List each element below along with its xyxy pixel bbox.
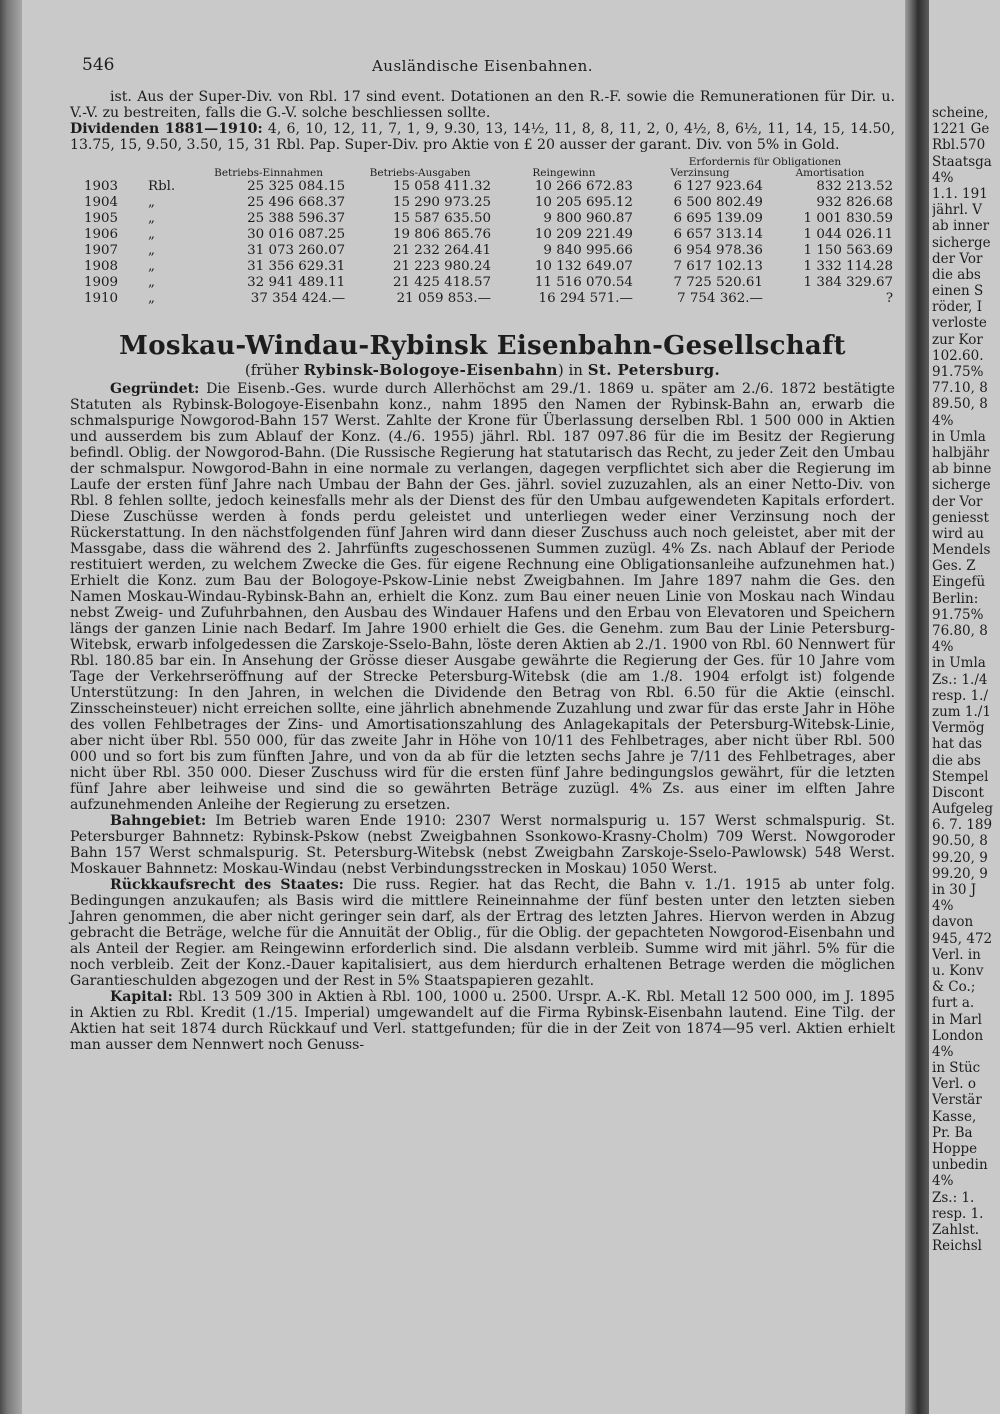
amortisation-cell: 1 332 114.28 [803,259,893,274]
kapital-label: Kapital: [110,989,173,1005]
verzinsung-cell: 7 617 102.13 [673,259,763,274]
facing-page-line: resp. 1./ [932,687,989,704]
facing-page-line: 99.20, 9 [932,865,988,882]
subtitle-middle: ) in [557,361,588,379]
kapital-paragraph [70,989,895,1053]
currency-cell: „ [148,211,155,226]
amortisation-cell: 1 044 026.11 [803,227,893,242]
reingewinn-cell: 10 209 221.49 [534,227,633,242]
facing-page-line: Aufgeleg [932,801,994,818]
facing-page-column [932,105,1000,1254]
facing-page-line: in 30 J [932,882,977,898]
facing-page-line: Verstär [932,1092,982,1109]
ausgaben-cell: 21 223 980.24 [393,259,491,274]
facing-page-line: 99.20, 9 [932,849,988,866]
einnahmen-cell: 25 388 596.37 [247,211,346,226]
ausgaben-cell: 15 058 411.32 [393,179,491,194]
verzinsung-cell: 6 657 313.14 [673,227,763,242]
table-row [70,227,895,243]
facing-page-line: Discont [932,784,984,801]
facing-page-line: sicherge [932,234,991,251]
einnahmen-cell: 30 016 087.25 [247,227,346,242]
currency-cell: „ [148,291,155,306]
facing-page-line: Rbl.570 [932,137,986,154]
year-cell: 1905 [84,211,119,226]
bahngebiet-paragraph [70,813,895,877]
verzinsung-header: Verzinsung [670,167,730,179]
running-title: Ausländische Eisenbahnen. [371,57,594,75]
facing-page-line: 4% [932,169,954,186]
facing-page-line: die abs [932,266,981,283]
facing-page-line: in Umla [932,428,986,445]
facing-page-line: Verl. o [932,1076,976,1093]
ausgaben-cell: 15 290 973.25 [393,195,491,210]
facing-page-line: 77.10, 8 [932,380,988,397]
facing-page-line: Staatsga [932,153,992,170]
amortisation-cell: 832 213.52 [816,179,893,194]
facing-page-line: hat das [932,736,983,753]
ausgaben-cell: 15 587 635.50 [393,211,491,226]
facing-page-line: geniesst [932,509,989,526]
facing-page-line: 1221 Ge [932,121,990,138]
facing-page-line: Vermög [932,720,985,737]
table-row [70,179,895,195]
amortisation-cell: 1 150 563.69 [803,243,893,258]
rueckkauf-paragraph [70,877,895,989]
facing-page-line: in Marl [932,1011,982,1028]
verzinsung-cell: 7 725 520.61 [673,275,763,290]
year-cell: 1908 [84,259,119,274]
facing-page-line: Zahlst. [932,1221,980,1238]
facing-page-line: furt a. [932,995,975,1012]
facing-page-line: jährl. V [932,202,983,219]
gegruendet-paragraph [70,381,895,813]
erfordernis-header: Erfordernis für Obligationen [688,156,842,168]
facing-page-line: ab inner [932,218,990,235]
einnahmen-cell: 25 496 668.37 [247,195,346,210]
facing-page-line: 102.60. [932,347,984,364]
ausgaben-cell: 19 806 865.76 [393,227,491,242]
bahngebiet-label: Bahngebiet: [110,813,207,829]
year-cell: 1904 [84,195,119,210]
verzinsung-cell: 7 754 362.— [677,291,763,306]
facing-page-line: 4% [932,898,954,915]
facing-page-line: & Co.; [932,979,976,996]
facing-page-line: resp. 1. [932,1205,984,1222]
facing-page-line: Zs.: 1./4 [932,671,988,688]
reingewinn-cell: 10 266 672.83 [534,179,633,194]
einnahmen-cell: 31 356 629.31 [247,259,346,274]
facing-page-line: u. Konv [932,962,984,979]
year-cell: 1909 [84,275,119,290]
facing-page-line: 4% [932,639,954,656]
year-cell: 1903 [84,179,119,194]
running-header [70,55,895,89]
facing-page-line: London [932,1027,984,1044]
ausgaben-cell: 21 059 853.— [396,291,491,306]
table-row [70,291,895,307]
einnahmen-header: Betriebs-Einnahmen [214,167,324,179]
previous-entry-text [70,89,895,121]
gegruendet-text: Die Eisenb.-Ges. wurde durch Allerhöchst am 29./1. 1869 u. später am 2./6. 1872 bestätigte Statuten als Rybinsk-Bologoye-Eisenbahn konz., nahm 1895 den Namen der Rybinsk-Bahn an, erwarb die schmalspurige Nowgorod-Bahn 157 Werst. Zahlte der Krone für Überlassung derselben Rbl. 1 500 000 in Aktien und ausserdem bis zum Ablauf der Konz. (4./6. 1955) jährl. Rbl. 187 097.86 für die im Besitz der Regierung befindl. Oblig. der Nowgorod-Bahn. (Die Russische Regierung hat statutarisch das Recht, zu jeder Zeit den Umbau der schmalspur. Nowgorod-Bahn in eine normale zu verlangen, dagegen verpflichtet sich aber die Regierung im Laufe der ersten fünf Jahre nach Umbau der Bahn der Ges. jährl. soviel zuzuzahlen, als an einer Netto-Div. von Rbl. 8 fehlen sollte, jedoch keinesfalls mehr als der Dienst des für den Umbau aufgewendeten Kapitals erfordert. Diese Zuschüsse werden à fonds perdu geleistet und unterliegen weder einer Verzinsung noch der Rückerstattung. In den nächstfolgenden fünf Jahren wird dann dieser Zuschuss auch noch geleistet, aber mit der Massgabe, dass die während des 2. Jahrfünfts zugeschossenen Summen zuzügl. 4% Zs. nach Ablauf der Periode restituiert werden, zu welchem Zwecke die Ges. für eigene Rechnung eine Obligationsanleihe aufzunehmen hat.) Erhielt die Konz. zum Bau der Bologoye-Pskow-Linie nebst Zweigbahnen. Im Jahre 1897 nahm die Ges. den Namen Moskau-Windau-Rybinsk-Bahn an, erhielt die Konz. zum Bau einer neuen Linie von Moskau nach Windau nebst Zweig- und Zufuhrbahnen, den Ausbau des Windauer Hafens und den Erbau von Elevatoren und Speichern längs der ganzen Linie nach Bedarf. Im Jahre 1900 erhielt die Ges. die Genehm. zum Bau der Linie Petersburg-Witebsk, erwarb infolgedessen die Zarskoje-Sselo-Bahn, löste deren Aktien ab 2./1. 1900 von Rbl. 60 Nennwert für Rbl. 180.85 bar ein. In Ansehung der Grösse dieser Ausgabe gewährte die Regierung der Ges. für 10 Jahre vom Tage der Verkehrseröffnung auf der Strecke Petersburg-Witebsk (die am 1./8. 1904 erfolgt ist) folgende Unterstützung: In den Jahren, in welchen die Dividende den Betrag von Rbl. 6.50 für die Aktie (einschl. Zinsscheinsteuer) nicht erreichen sollte, eine jährlich abnehmende Zuzahlung und zwar für das erste Jahr in Höhe des vollen Fehlbetrages der Zins- und Amortisationszahlung des Anlagekapitals der Petersburg-Witebsk-Linie, aber nicht über Rbl. 550 000, für das zweite Jahr in Höhe von 10/11 des Fehlbetrages, aber nicht über Rbl. 500 000 und so fort bis zum fünften Jahre, und von da ab für die letzten sechs Jahre je 7/11 des Fehlbetrages, aber nicht über Rbl. 350 000. Dieser Zuschuss wird für die ersten fünf Jahre bedingungslos gewährt, für die letzten fünf Jahre aber leihweise und sind die so gewährten Beträge zuzügl. 4% Zs. aus einer im elften Jahre aufzunehmenden Anleihe der Regierung zu ersetzen. [70,381,895,813]
facing-page-line: davon [932,914,974,931]
dividends-text: 4, 6, 10, 12, 11, 7, 1, 9, 9.30, 13, 14½, 11, 8, 8, 11, 2, 0, 4½, 8, 6½, 11, 14, 15, 14.50, 13.75, 15, 9.50, 3.50, 15, 31 Rbl. Pap. Super-Div. pro Aktie von £ 20 ausser der garant. Div. von 5% in Gold. [70,121,895,153]
facing-page-line: Mendels [932,542,991,559]
reingewinn-cell: 11 516 070.54 [534,275,633,290]
book-spine-edge [0,0,22,1414]
facing-page-line: zur Kor [932,331,983,348]
facing-page-line: Ges. Z [932,558,976,575]
einnahmen-cell: 37 354 424.— [250,291,346,306]
article-subtitle [70,361,895,379]
facing-page-line: einen S [932,283,984,300]
facing-page-line: Eingefü [932,574,986,591]
reingewinn-cell: 9 840 995.66 [543,243,633,258]
kapital-text: Rbl. 13 509 300 in Aktien à Rbl. 100, 1000 u. 2500. Urspr. A.-K. Rbl. Metall 12 500 000, im J. 1895 in Aktien zu Rbl. Kredit (1./15. Imperial) umgewandelt auf die Firma Rybinsk-Eisenbahn lautend. Eine Tilg. der Aktien hat seit 1874 durch Rückkauf und Verl. stattgefunden; für die in der Zeit von 1874—95 verl. Aktien erhielt man ausser dem Nennwert noch Genuss- [70,989,895,1053]
main-column [70,55,895,1053]
facing-page-line: Kasse, [932,1108,977,1125]
facing-page-line: 6. 7. 189 [932,817,993,834]
currency-header [146,157,190,179]
facing-page-line: zum 1./1 [932,703,991,720]
currency-cell: Rbl. [148,179,176,194]
einnahmen-cell: 25 325 084.15 [247,179,346,194]
rueckkauf-label: Rückkaufsrecht des Staates: [110,877,344,893]
facing-page-line: ab binne [932,461,992,478]
verzinsung-cell: 6 127 923.64 [673,179,763,194]
facing-page-line: 1.1. 191 [932,185,988,202]
facing-page-line: verloste [932,315,987,332]
currency-cell: „ [148,195,155,210]
facing-page-line: 91.75% [932,364,984,380]
facing-page-line: Reichsl [932,1238,982,1255]
former-name: Rybinsk-Bologoye-Eisenbahn [303,361,558,379]
facing-page-line: wird au [932,525,985,542]
facing-page-line: unbedin [932,1157,988,1174]
gegruendet-label: Gegründet: [110,381,200,397]
facing-page-line: 89.50, 8 [932,396,988,413]
dividends-label: Dividenden 1881—1910: [70,121,263,137]
facing-page-line: halbjähr [932,444,990,461]
facing-page-line: röder, I [932,299,983,316]
facing-page-line: scheine, [932,105,989,121]
city-name: St. Petersburg. [587,361,721,379]
page-gutter-shadow [905,0,929,1414]
amortisation-cell: 1 001 830.59 [803,211,893,226]
table-row [70,275,895,291]
finance-table [70,157,895,307]
einnahmen-cell: 32 941 489.11 [247,275,346,290]
facing-page-line: in Umla [932,655,986,672]
year-cell: 1910 [84,291,119,306]
reingewinn-cell: 16 294 571.— [538,291,633,306]
facing-page-line: der Vor [932,250,983,267]
year-header [70,157,146,179]
currency-cell: „ [148,243,155,258]
year-cell: 1907 [84,243,119,258]
reingewinn-cell: 10 205 695.12 [534,195,633,210]
amortisation-header: Amortisation [795,167,865,179]
year-cell: 1906 [84,227,119,242]
ausgaben-header: Betriebs-Ausgaben [369,167,471,179]
table-row [70,259,895,275]
facing-page-line: in Stüc [932,1060,981,1077]
bahngebiet-text: Im Betrieb waren Ende 1910: 2307 Werst normalspurig u. 157 Werst schmalspurig. St. Petersburger Bahnnetz: Rybinsk-Pskow (nebst Zweigbahnen Ssonkowo-Krasny-Cholm) 709 Werst. Nowgoroder Bahn 157 Werst schmalspurig. St. Petersburg-Witebsk (nebst Zweigbahn Zarskoje-Sselo-Pawlowsk) 548 Werst. Moskauer Bahnnetz: Moskau-Windau (nebst Verbindungsstrecken in Moskau) 1050 Werst. [70,813,895,877]
facing-page-line: die abs [932,752,981,769]
table-row [70,195,895,211]
currency-cell: „ [148,227,155,242]
page-number: 546 [82,55,115,75]
reingewinn-header: Reingewinn [532,167,596,179]
table-row [70,243,895,259]
facing-page-line: 90.50, 8 [932,833,988,850]
amortisation-cell: 1 384 329.67 [803,275,893,290]
amortisation-cell: 932 826.68 [816,195,893,210]
facing-page-line: Verl. in [932,946,981,963]
reingewinn-cell: 10 132 649.07 [534,259,633,274]
currency-cell: „ [148,259,155,274]
facing-page-line: Pr. Ba [932,1124,973,1141]
facing-page-line: der Vor [932,493,983,510]
ausgaben-cell: 21 232 264.41 [393,243,491,258]
facing-page-line: Zs.: 1. [932,1189,975,1206]
reingewinn-cell: 9 800 960.87 [543,211,633,226]
rueckkauf-text: Die russ. Regier. hat das Recht, die Bahn v. 1./1. 1915 ab unter folg. Bedingungen anzukaufen; als Basis wird die mittlere Reineinnahme der fünf besten unter den letzten sieben Jahren genommen, die aber nicht geringer sein darf, als der Ertrag des letzten Jahres. Hiervon werden in Abzug gebracht die Beträge, welche für die Annuität der Oblig., für die Oblig. der gepachteten Nowgorod-Eisenbahn und als Anteil der Regier. am Reingewinn erforderlich sind. Die alsdann verbleib. Summe wird mit jährl. 5% für die noch verbleib. Zeit der Konz.-Dauer kapitalisiert, aus dem hierdurch erhaltenen Betrage werden die möglichen Garantieschulden abgezogen und der Rest in 5% Staatspapieren gezahlt. [70,877,895,989]
table-row [70,211,895,227]
previous-entry-intro: ist. Aus der Super-Div. von Rbl. 17 sind event. Dotationen an den R.-F. sowie die Remunerationen für Dir. u. V.-V. zu bestreiten, falls die G.-V. solche beschliessen sollte. [70,89,895,121]
dividends-paragraph [70,121,895,153]
facing-page-line: 4% [932,1173,954,1190]
facing-page-line: 4% [932,412,954,429]
facing-page-line: Berlin: [932,590,979,607]
verzinsung-cell: 6 500 802.49 [673,195,763,210]
amortisation-cell: ? [885,291,893,306]
facing-page-line: 945, 472 [932,930,993,947]
facing-page-line: Hoppe [932,1141,978,1157]
verzinsung-cell: 6 954 978.36 [673,243,763,258]
ausgaben-cell: 21 425 418.57 [393,275,491,290]
einnahmen-cell: 31 073 260.07 [247,243,346,258]
facing-page-line: sicherge [932,477,991,494]
facing-page-line: 91.75% [932,606,984,623]
facing-page-line: 4% [932,1043,954,1060]
article-title: Moskau-Windau-Rybinsk Eisenbahn-Gesellschaft [119,331,846,361]
verzinsung-cell: 6 695 139.09 [673,211,763,226]
subtitle-prefix: (früher [244,361,304,379]
currency-cell: „ [148,275,155,290]
facing-page-line: 76.80, 8 [932,623,988,639]
facing-page-line: Stempel [932,768,989,785]
